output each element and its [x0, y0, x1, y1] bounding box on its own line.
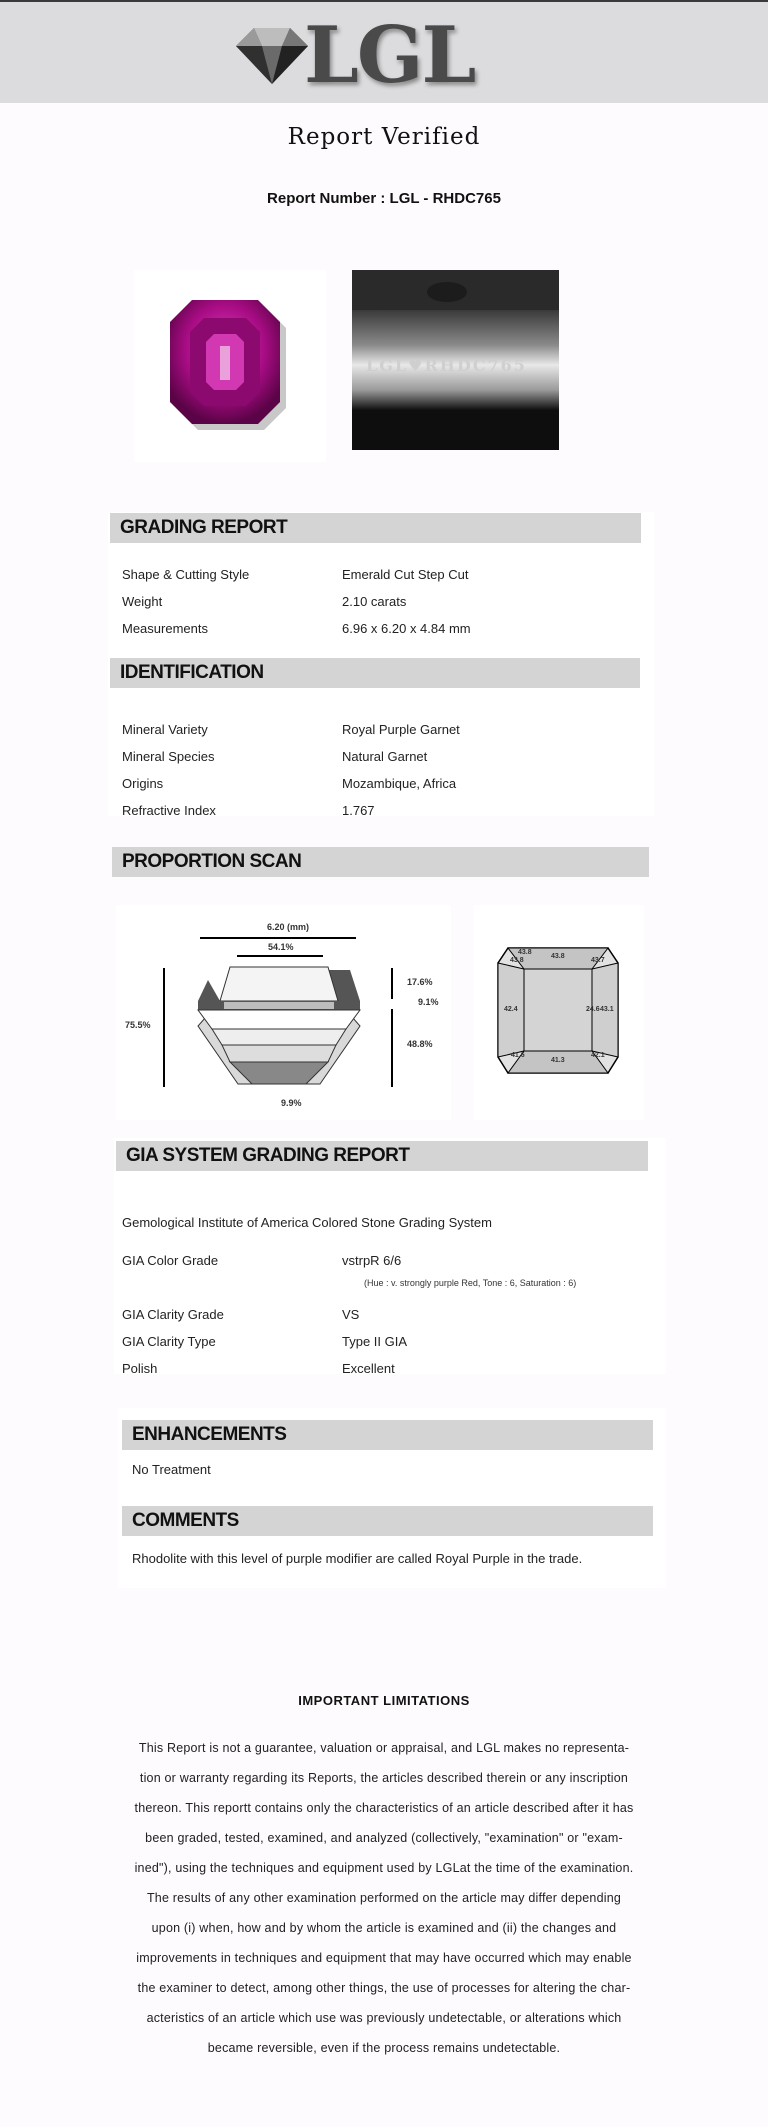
limitations-text [114, 1733, 654, 2063]
top-label-left-b: 43.8 [510, 957, 524, 964]
width-label: 6.20 (mm) [267, 922, 310, 932]
enhancements-text: No Treatment [132, 1462, 211, 1477]
ident-label-origins: Origins [122, 776, 164, 791]
grading-label-measurements: Measurements [122, 621, 208, 636]
top-label-bottom-right: 42.1 [591, 1052, 605, 1059]
gia-clarity-value: VS [342, 1307, 360, 1322]
ident-label-refractive: Refractive Index [122, 803, 216, 818]
top-label-left-a: 43.8 [518, 949, 532, 956]
identification-heading: IDENTIFICATION [110, 658, 640, 688]
gia-clarity-type-label: GIA Clarity Type [122, 1334, 216, 1349]
limitations-line: The results of any other examination performed on the article may differ depending [146, 1891, 622, 1905]
limitations-line: acteristics of an article which use was previously undetectable, or alterations which [146, 2011, 622, 2025]
gia-color-note: (Hue : v. strongly purple Red, Tone : 6, Saturation : 6) [364, 1278, 577, 1288]
gia-color-value: vstrpR 6/6 [342, 1253, 402, 1268]
total-depth-label: 75.5% [125, 1020, 151, 1030]
enhancements-heading: ENHANCEMENTS [122, 1420, 653, 1450]
top-view-diagram [474, 905, 644, 1120]
limitations-line: been graded, tested, examined, and analyzed (collectively, "examination" or "exam- [145, 1831, 623, 1845]
lgl-logo[interactable] [232, 10, 492, 101]
gia-heading: GIA SYSTEM GRADING REPORT [116, 1141, 648, 1171]
ident-label-species: Mineral Species [122, 749, 215, 764]
ident-value-origins: Mozambique, Africa [342, 776, 457, 791]
limitations-line: improvements in techniques and equipment that may have occurred which may enable [136, 1951, 632, 1965]
comments-heading: COMMENTS [122, 1506, 653, 1536]
ident-value-species: Natural Garnet [342, 749, 428, 764]
page-title: Report Verified [287, 124, 481, 150]
limitations-line: the examiner to detect, among other things, the use of processes for altering the char- [137, 1981, 631, 1995]
inscription-text: LGL♥RHDC765 [366, 356, 527, 375]
limitations-line: This Report is not a guarantee, valuation or appraisal, and LGL makes no representa- [138, 1741, 630, 1755]
top-label-right-b: 43.1 [600, 1006, 614, 1013]
gemstone-photo [134, 270, 326, 462]
grading-label-shape: Shape & Cutting Style [122, 567, 250, 582]
table-percent-label: 54.1% [268, 942, 294, 952]
limitations-line: thereon. This reportt contains only the characteristics of an article described after it has [134, 1801, 634, 1815]
crown-percent-label: 17.6% [407, 977, 433, 987]
top-label-bottom-center: 41.3 [551, 1057, 565, 1064]
logo-text: LGL [304, 10, 475, 101]
proportion-scan-heading: PROPORTION SCAN [112, 847, 649, 877]
inscription-photo [352, 270, 559, 450]
limitations-line: upon (i) when, how and by whom the article is examined and (ii) the changes and [151, 1921, 617, 1935]
comments-text: Rhodolite with this level of purple modifier are called Royal Purple in the trade. [132, 1551, 583, 1566]
report-number: Report Number : LGL - RHDC765 [267, 190, 501, 207]
limitations-line: ined"), using the techniques and equipment used by LGLat the time of the examination. [134, 1861, 634, 1875]
gia-polish-label: Polish [122, 1361, 158, 1376]
header-bar [0, 0, 768, 103]
grading-value-shape: Emerald Cut Step Cut [342, 567, 469, 582]
top-label-left: 42.4 [504, 1006, 518, 1013]
limitations-line: became reversible, even if the process remains undetectable. [207, 2041, 561, 2055]
girdle-percent-label: 9.1% [418, 997, 439, 1007]
top-label-bottom-left: 41.6 [511, 1052, 525, 1059]
gia-color-label: GIA Color Grade [122, 1253, 219, 1268]
side-profile-diagram [116, 905, 451, 1120]
top-label-center: 43.8 [551, 953, 565, 960]
gia-polish-value: Excellent [342, 1361, 395, 1376]
ident-value-variety: Royal Purple Garnet [342, 722, 460, 737]
ident-value-refractive: 1.767 [342, 803, 375, 818]
gia-clarity-type-value: Type II GIA [342, 1334, 408, 1349]
top-label-right: 43.7 [591, 957, 605, 964]
pavilion-percent-label: 48.8% [407, 1039, 433, 1049]
gia-intro: Gemological Institute of America Colored Stone Grading System [122, 1215, 492, 1230]
limitations-heading: IMPORTANT LIMITATIONS [298, 1693, 470, 1708]
diamond-logo-icon [232, 22, 312, 88]
grading-value-weight: 2.10 carats [342, 594, 407, 609]
gia-clarity-label: GIA Clarity Grade [122, 1307, 224, 1322]
grading-label-weight: Weight [122, 594, 163, 609]
culet-percent-label: 9.9% [281, 1098, 302, 1108]
ident-label-variety: Mineral Variety [122, 722, 208, 737]
grading-report-heading: GRADING REPORT [110, 513, 641, 543]
top-label-right-a: 24.6 [586, 1006, 600, 1013]
grading-value-measurements: 6.96 x 6.20 x 4.84 mm [342, 621, 471, 636]
limitations-line: tion or warranty regarding its Reports, the articles described therein or any inscription [139, 1771, 629, 1785]
